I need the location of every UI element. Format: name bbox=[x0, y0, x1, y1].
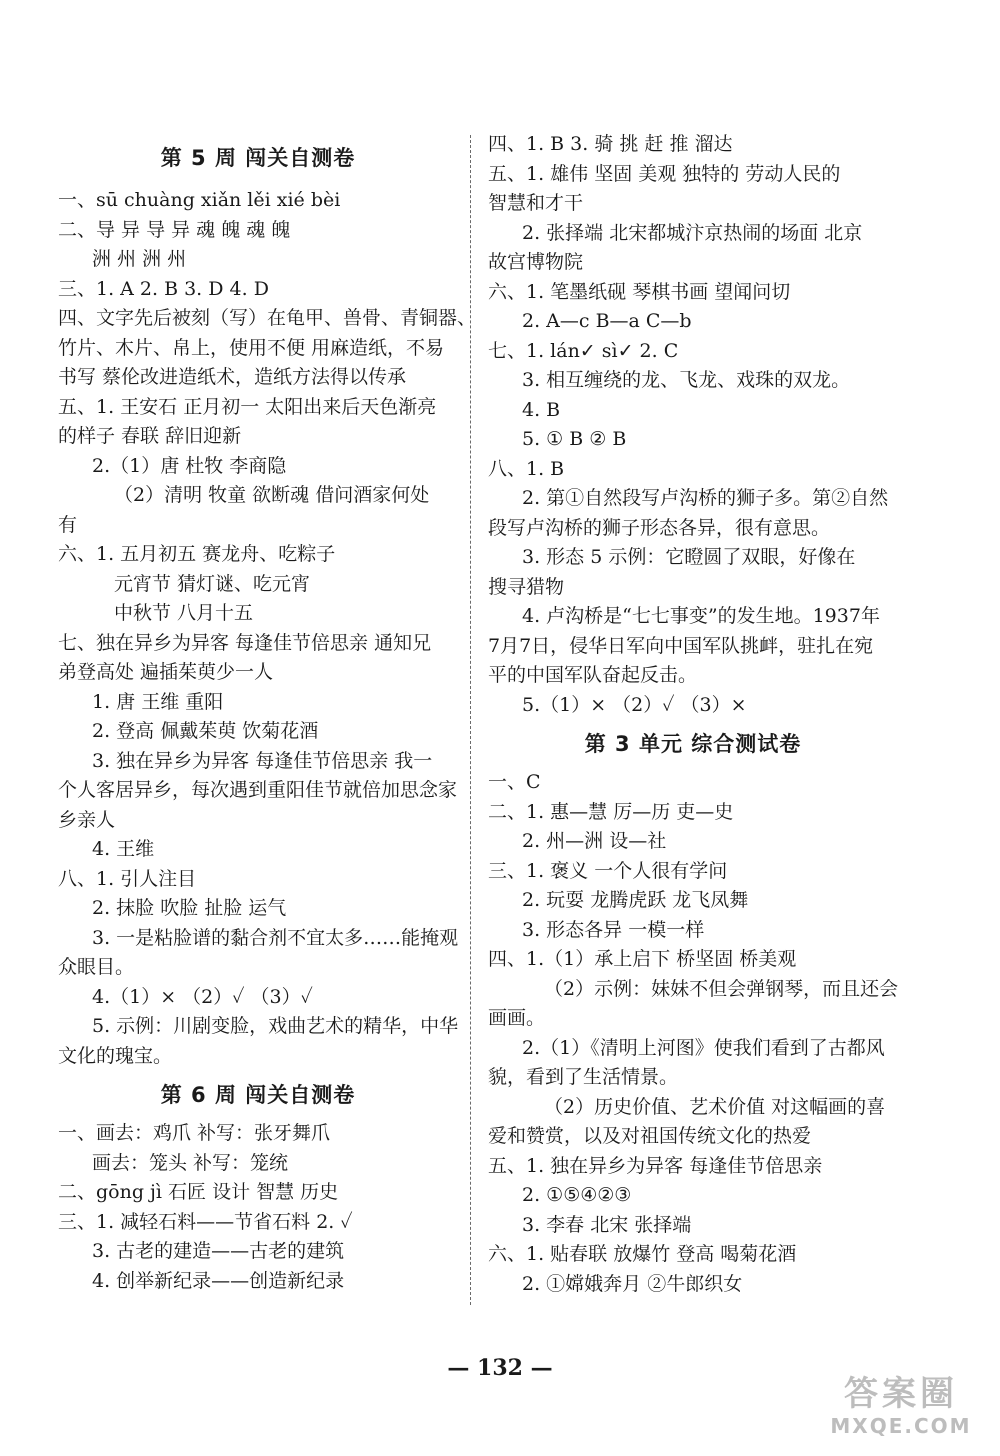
answer-line: 画去：笼头 补写：笼统 bbox=[92, 1151, 289, 1174]
answer-line: 二、1. 惠—慧 厉—历 吏—史 bbox=[488, 800, 734, 823]
answer-line: 二、导 异 导 异 魂 魄 魂 魄 bbox=[58, 218, 291, 241]
right-column bbox=[488, 130, 898, 1299]
answer-line: 2. A—c B—a C—b bbox=[522, 310, 692, 332]
answer-line: 五、1. 独在异乡为异客 每逢佳节倍思亲 bbox=[488, 1154, 823, 1177]
answer-line: （2）清明 牧童 欲断魂 借问酒家何处 bbox=[114, 484, 430, 506]
answer-line: 5. 示例：川剧变脸，戏曲艺术的精华，中华 bbox=[92, 1015, 459, 1037]
answer-line: 元宵节 猜灯谜、吃元宵 bbox=[114, 572, 311, 595]
answer-line: 1. 唐 王维 重阳 bbox=[92, 690, 224, 713]
answer-line: 5. ① B ② B bbox=[522, 428, 627, 450]
answer-line: 2. 登高 佩戴茱萸 饮菊花酒 bbox=[92, 720, 319, 742]
section-heading: 第 5 周 闯关自测卷 bbox=[160, 146, 356, 170]
answer-line: 4. B bbox=[522, 398, 561, 421]
answer-line: 3. 形态 5 示例：它瞪圆了双眼，好像在 bbox=[522, 546, 856, 568]
answer-line: 五、1. 雄伟 坚固 美观 独特的 劳动人民的 bbox=[488, 162, 841, 185]
answer-line: 一、画去：鸡爪 补写：张牙舞爪 bbox=[58, 1122, 331, 1144]
answer-line: 的样子 春联 辞旧迎新 bbox=[58, 425, 242, 447]
answer-line: 4.（1）× （2）✓ （3）✓ bbox=[92, 985, 313, 1008]
answer-line: 个人客居异乡，每次遇到重阳佳节就倍加思念家 bbox=[58, 779, 458, 801]
answer-line: 一、C bbox=[488, 771, 541, 793]
answer-line: 2. ①嫦娥奔月 ②牛郎织女 bbox=[522, 1272, 743, 1295]
answer-line: 3. 一是粘脸谱的黏合剂不宜太多……能掩观 bbox=[92, 926, 459, 949]
answer-line: 2. ①⑤④②③ bbox=[522, 1184, 632, 1206]
answer-line: 3. 李春 北宋 张择端 bbox=[522, 1213, 692, 1236]
answer-line: 有 bbox=[58, 513, 78, 536]
answer-line: 平的中国军队奋起反击。 bbox=[488, 664, 698, 686]
answer-line: 3. 形态各异 一模一样 bbox=[522, 918, 705, 941]
answer-line: （2）历史价值、艺术价值 对这幅画的喜 bbox=[544, 1095, 886, 1118]
answer-line: 六、1. 五月初五 赛龙舟、吃粽子 bbox=[58, 543, 336, 565]
answer-line: 2. 玩耍 龙腾虎跃 龙飞凤舞 bbox=[522, 889, 749, 911]
section-heading: 第 3 单元 综合测试卷 bbox=[584, 732, 802, 756]
answer-line: 一、sū chuàng xiǎn lěi xié bèi bbox=[58, 189, 341, 211]
answer-line: 2. 张择端 北宋都城汴京热闹的场面 北京 bbox=[522, 221, 863, 244]
answer-line: 弟登高处 遍插茱萸少一人 bbox=[58, 661, 274, 683]
answer-line: 3. 独在异乡为异客 每逢佳节倍思亲 我一 bbox=[92, 749, 433, 772]
answer-line: 故宫博物院 bbox=[488, 251, 584, 273]
section-heading: 第 6 周 闯关自测卷 bbox=[160, 1083, 356, 1107]
answer-line: 智慧和才干 bbox=[488, 192, 584, 214]
answer-line: 3. 相互缠绕的龙、飞龙、戏珠的双龙。 bbox=[522, 369, 851, 391]
answer-line: 洲 州 洲 州 bbox=[92, 248, 187, 270]
watermark-top-text: 答案圈 bbox=[844, 1374, 958, 1414]
answer-line: 二、gōng jì 石匠 设计 智慧 历史 bbox=[58, 1181, 339, 1203]
answer-line: 书写 蔡伦改进造纸术，造纸方法得以传承 bbox=[58, 366, 407, 388]
answer-line: 貌，看到了生活情景。 bbox=[488, 1066, 679, 1088]
answer-line: 七、独在异乡为异客 每逢佳节倍思亲 通知兄 bbox=[58, 631, 432, 654]
answer-line: 竹片、木片、帛上，使用不便 用麻造纸，不易 bbox=[58, 336, 445, 359]
answer-line: 4. 王维 bbox=[92, 838, 155, 860]
answer-line: 2. 抹脸 吹脸 扯脸 运气 bbox=[92, 897, 287, 919]
answer-line: 7月7日，侵华日军向中国军队挑衅，驻扎在宛 bbox=[488, 634, 874, 657]
answer-line: 三、1. 褒义 一个人很有学问 bbox=[488, 859, 728, 882]
answer-line: 七、1. lán✓ sì✓ 2. C bbox=[488, 339, 679, 362]
answer-line: 八、1. 引人注目 bbox=[58, 867, 197, 890]
answer-line: 文化的瑰宝。 bbox=[58, 1044, 173, 1067]
answer-line: 四、文字先后被刻（写）在龟甲、兽骨、青铜器、 bbox=[58, 307, 477, 329]
answer-line: 2.（1）唐 杜牧 李商隐 bbox=[92, 454, 287, 477]
answer-line: 2. 州—洲 设—社 bbox=[522, 830, 667, 852]
answer-line: 4. 卢沟桥是“七七事变”的发生地。1937年 bbox=[522, 605, 880, 627]
answer-line: 八、1. B bbox=[488, 457, 565, 480]
watermark-logo bbox=[816, 1374, 986, 1442]
answer-line: 众眼目。 bbox=[58, 956, 135, 978]
answer-line: 乡亲人 bbox=[58, 808, 116, 831]
answer-line: 3. 古老的建造——古老的建筑 bbox=[92, 1240, 345, 1262]
answer-line: 画画。 bbox=[488, 1007, 546, 1029]
page-number: — 132 — bbox=[447, 1355, 553, 1381]
answer-line: 4. 创举新纪录——创造新纪录 bbox=[92, 1269, 345, 1292]
answer-line: 2.（1）《清明上河图》使我们看到了古都风 bbox=[522, 1036, 885, 1059]
answer-line: 5.（1）× （2）✓ （3）× bbox=[522, 693, 747, 716]
answer-line: 三、1. A 2. B 3. D 4. D bbox=[58, 277, 269, 300]
answer-line: 四、1.（1）承上启下 桥坚固 桥美观 bbox=[488, 948, 797, 970]
answer-line: 六、1. 贴春联 放爆竹 登高 喝菊花酒 bbox=[488, 1243, 797, 1265]
answer-line: 爱和赞赏，以及对祖国传统文化的热爱 bbox=[488, 1125, 812, 1147]
answer-line: 段写卢沟桥的狮子形态各异，很有意思。 bbox=[488, 516, 831, 539]
answer-line: 中秋节 八月十五 bbox=[114, 602, 254, 624]
left-column bbox=[58, 130, 477, 1296]
column-divider bbox=[470, 135, 471, 1305]
answer-line: 四、1. B 3. 骑 挑 赶 推 溜达 bbox=[488, 133, 733, 155]
watermark-bottom-text: MXQE.COM bbox=[830, 1414, 972, 1438]
answer-line: 六、1. 笔墨纸砚 琴棋书画 望闻问切 bbox=[488, 280, 791, 303]
answer-line: （2）示例：妹妹不但会弹钢琴，而且还会 bbox=[544, 977, 899, 1000]
answer-line: 2. 第①自然段写卢沟桥的狮子多。第②自然 bbox=[522, 487, 889, 509]
answer-line: 三、1. 减轻石料——节省石料 2. ✓ bbox=[58, 1210, 353, 1233]
answer-line: 五、1. 王安石 正月初一 太阳出来后天色渐亮 bbox=[58, 395, 437, 418]
answer-line: 搜寻猎物 bbox=[488, 575, 565, 598]
